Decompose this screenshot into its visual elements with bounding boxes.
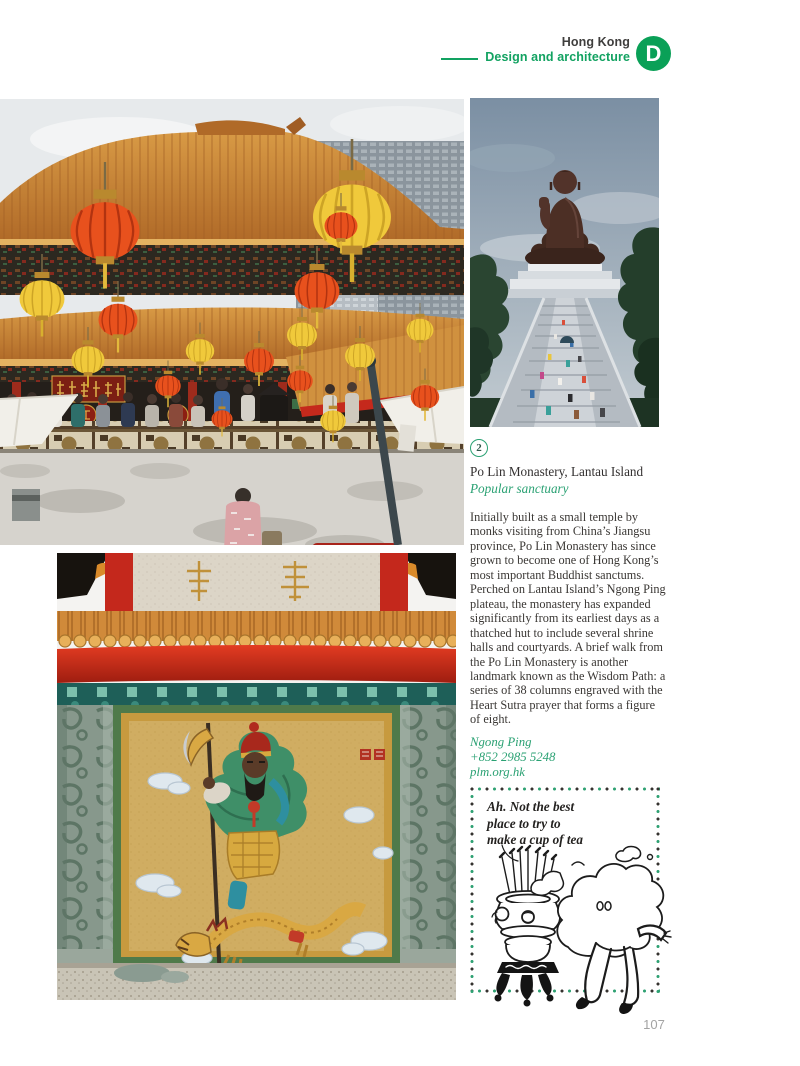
article-contact	[470, 735, 668, 781]
section-badge-letter: D	[645, 40, 662, 66]
page-number: 107	[643, 1017, 665, 1032]
header-dash-rule	[441, 58, 478, 60]
stone-base	[57, 963, 456, 1000]
contact-website: plm.org.hk	[470, 765, 525, 780]
article-column	[470, 439, 668, 781]
contact-phone: +852 2985 5248	[470, 750, 556, 765]
article-subtitle: Popular sanctuary	[470, 481, 569, 496]
incense-burner-cartoon	[472, 843, 672, 1015]
header-section: Design and architecture	[485, 49, 630, 64]
cartoon-caption-line: place to try to	[487, 815, 561, 831]
article-title: Po Lin Monastery, Lantau Island	[470, 464, 644, 479]
ornate-fence	[0, 421, 464, 451]
section-badge	[636, 36, 671, 71]
red-roof-edge	[57, 645, 456, 683]
big-buddha-staircase-photo	[470, 98, 659, 427]
stone-plaque	[57, 553, 456, 611]
page-header	[485, 35, 630, 64]
contact-address: Ngong Ping	[470, 734, 532, 749]
incense-urn	[492, 891, 560, 1007]
article-index-badge	[470, 439, 488, 457]
cartoon-caption-line: make a cup of tea	[487, 832, 583, 847]
guardian-mural	[113, 705, 400, 981]
article-index: 2	[476, 442, 482, 454]
header-location: Hong Kong	[561, 35, 630, 49]
cartoon-caption	[487, 799, 637, 849]
cartoon-caption-line: Ah. Not the best	[487, 799, 575, 814]
dotted-border-top	[470, 787, 660, 791]
temple-guardian-relief-photo	[57, 553, 456, 1000]
article-body: Initially built as a small temple by monks visiting from China’s Jiangsu province, Po Lin Monastery has since grown to become one of Hong Kong’s most important Buddhist sanctums. Perched on Lantau Island’s Ngong Ping plateau, the monastery has expanded significantly from its earliest days as a thatched hut to include several shrine halls and courtyards. A brief walk from the Po Lin Monastery is another landmark known as the Wisdom Path: a series of 38 columns engraved with the Heart Sutra prayer that forms a figure of eight.	[470, 510, 666, 727]
wong-tai-sin-temple-lanterns-photo	[0, 99, 464, 545]
temple-frieze	[0, 245, 464, 295]
